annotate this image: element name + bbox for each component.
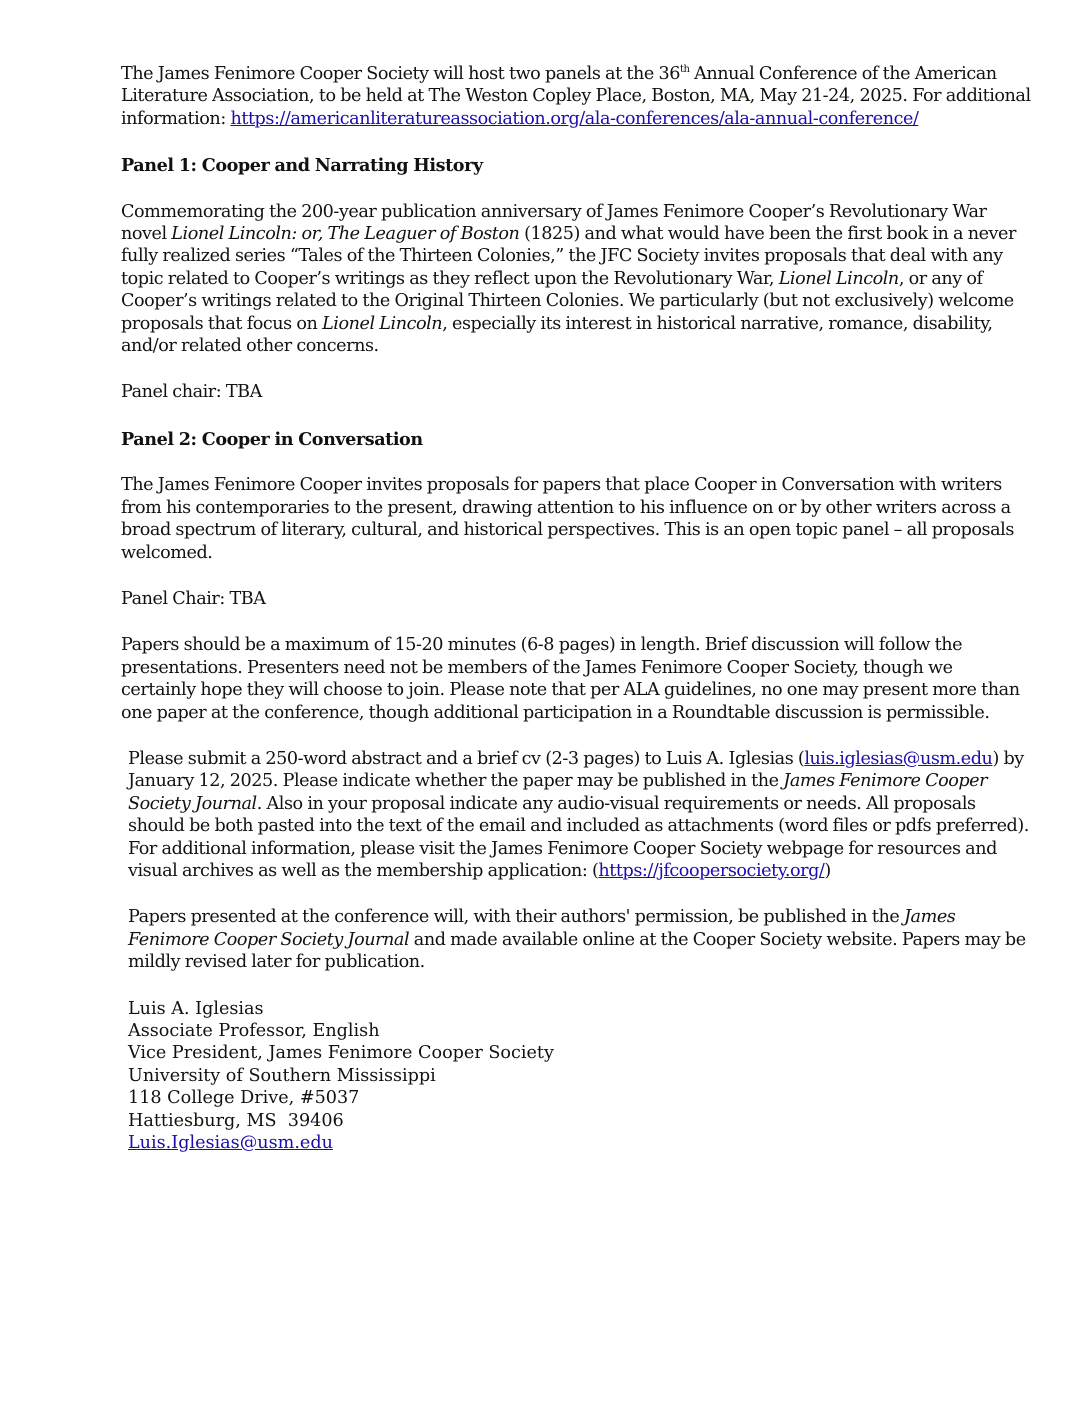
signature-city: Hattiesburg, MS 39406 [128,1110,344,1131]
papers-guidelines: Papers should be a maximum of 15-20 minutes (6-8 pages) in length. Brief discussion will follow the presentations. Presenters need not be members of the James Fenimore Cooper Society, though we certainly hope they will choose to join. Please note that per ALA guidelines, no one may present more than one paper at the conference, though additional participation in a Roundtable discussion is permissible. [121,635,1020,723]
signature-university: University of Southern Mississippi [128,1065,436,1086]
jfc-society-website-link[interactable]: https://jfcoopersociety.org/ [598,860,825,881]
panel1-description: Commemorating the 200-year publication anniversary of James Fenimore Cooper’s Revolutionary War novel Lionel Lincoln: or, The Leaguer of Boston (1825) and what would have been the first book in a never fully realized series “Tales of the Thirteen Colonies,” the JFC Society invites proposals that deal with any topic related to Cooper’s writings as they reflect upon the Revolutionary War, Lionel Lincoln, or any of Cooper’s writings related to the Original Thirteen Colonies. We particularly (but not exclusively) welcome proposals that focus on Lionel Lincoln, especially its interest in historical narrative, romance, disability, and/or related other concerns. [121,201,1016,357]
panel2-description: The James Fenimore Cooper invites proposals for papers that place Cooper in Conversation with writers from his contemporaries to the present, drawing attention to his influence on or by other writers across a broad spectrum of literary, cultural, and historical perspectives. This is an open topic panel – all proposals welcomed. [121,475,1014,563]
signature-name: Luis A. Iglesias [128,998,264,1019]
ala-conference-link[interactable]: https://americanliteratureassociation.org/ala-conferences/ala-annual-conference/ [230,108,919,129]
submission-email-link[interactable]: luis.iglesias@usm.edu [804,748,993,769]
panel1-heading: Panel 1: Cooper and Narrating History [121,155,483,177]
signature-email-link[interactable]: Luis.Iglesias@usm.edu [128,1133,333,1154]
publication-note: Papers presented at the conference will, with their authors' permission, be published in the James Fenimore Cooper Society Journal and made available online at the Cooper Society website. Papers may be mildly revised later for publication. [128,907,1026,973]
intro-paragraph: The James Fenimore Cooper Society will host two panels at the 36th Annual Conference of the American Literature Association, to be held at The Weston Copley Place, Boston, MA, May 21-24, 2025. For additional information: https://americanliteratureassociation.org/ala-conferences/ala-annual-conference/ [121,64,1031,129]
signature-role: Vice President, James Fenimore Cooper Society [128,1043,554,1064]
panel2-chair: Panel Chair: TBA [121,588,266,609]
document-page [121,63,1031,1154]
submission-instructions: Please submit a 250-word abstract and a brief cv (2-3 pages) to Luis A. Iglesias (luis.iglesias@usm.edu) by January 12, 2025. Please indicate whether the paper may be published in the James Fenimore Cooper Society Journal. Also in your proposal indicate any audio-visual requirements or needs. All proposals should be both pasted into the text of the email and included as attachments (word files or pdfs preferred). For additional information, please visit the James Fenimore Cooper Society webpage for resources and visual archives as well as the membership application: (https://jfcoopersociety.org/) [128,748,1029,881]
panel1-chair: Panel chair: TBA [121,382,262,403]
signature-block [128,998,1031,1155]
signature-title: Associate Professor, English [128,1021,380,1041]
panel2-heading: Panel 2: Cooper in Conversation [121,428,423,450]
signature-address: 118 College Drive, #5037 [128,1088,360,1109]
